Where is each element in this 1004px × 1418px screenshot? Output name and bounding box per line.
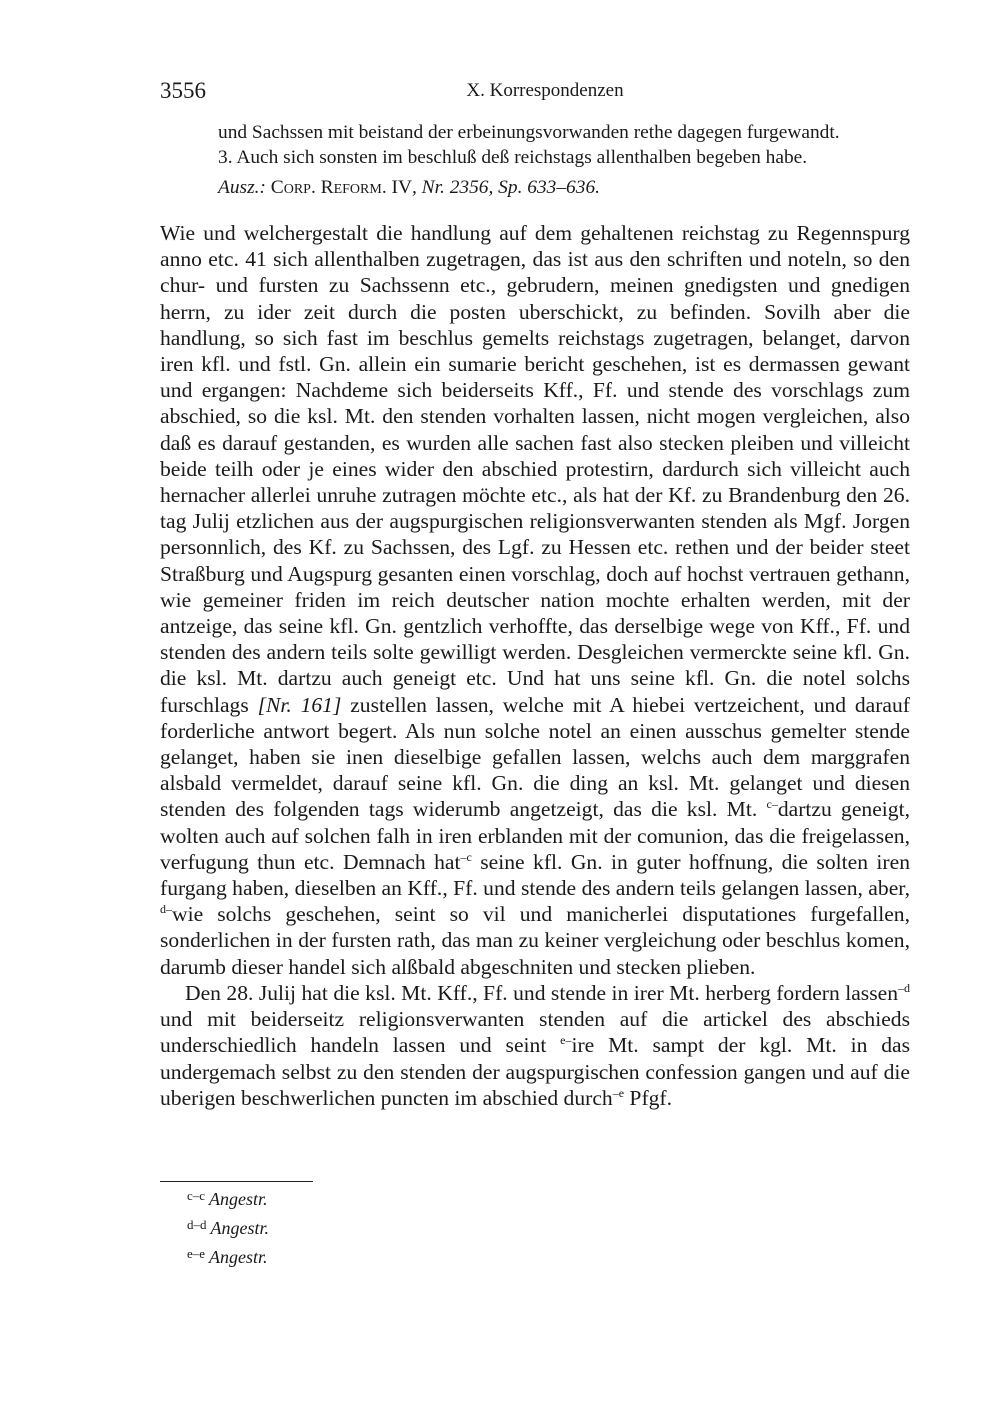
- footnote-c: [187, 1183, 269, 1212]
- document-summary: [218, 121, 918, 201]
- paragraph-2-text-b: und mit beiderseitz religionsverwanten stenden auf die artickel des abschieds underschiedlich handeln lassen und seint: [160, 1007, 910, 1058]
- footnote-d-text: Angestr.: [210, 1218, 269, 1238]
- source-detail: , Nr. 2356, Sp. 633–636.: [411, 177, 600, 198]
- paragraph-1: [160, 220, 910, 980]
- paragraph-2-text-d: Pfgf.: [624, 1085, 673, 1110]
- footnote-e: [187, 1241, 269, 1270]
- paragraph-1-text-c: dartzu geneigt, wolten auch auf solchen falh in iren erblanden mit der comunion, das die freigelassen, verfugung thun etc. Demnach hat: [160, 797, 910, 874]
- footnote-c-text: Angestr.: [209, 1189, 268, 1209]
- footnote-marker-e-close: –e: [612, 1085, 625, 1100]
- paragraph-2-text-a: Den 28. Julij hat die ksl. Mt. Kff., Ff. und stende in irer Mt. herberg fordern lassen: [185, 980, 898, 1005]
- footnote-d: [187, 1212, 269, 1241]
- footnote-marker-c-open: c–: [766, 797, 778, 812]
- footnote-divider: [160, 1181, 313, 1182]
- paragraph-2-text-c: ire Mt. sampt der kgl. Mt. in das undergemach selbst zu den stenden der augspurgischen confession gangen und auf die uberigen beschwerlichen puncten im abschied durch: [160, 1033, 910, 1110]
- paragraph-1-text-b: zustellen lassen, welche mit A hiebei vertzeichent, und darauf forderliche antwort begert. Als nun solche notel an einen ausschus gemelter stende gelanget, haben sie inen dieselbige gefallen lassen, welchs auch dem marggrafen alsbald vermeldet, darauf seine kfl. Gn. die ding an ksl. Mt. gelanget und diesen stenden des folgenden tags widerumb angetzeigt, das die ksl. Mt.: [160, 692, 910, 822]
- source-label: Ausz.:: [218, 177, 266, 198]
- paragraph-1-text-e: wie solchs geschehen, seint so vil und manicherlei disputationes furgefallen, sonderlichen in der fursten rath, das man zu keiner vergleichung oder beschlus komen, darumb dieser handel sich alßbald abgeschniten und stecken plieben.: [160, 902, 910, 979]
- summary-line-2: 3. Auch sich sonsten im beschluß deß reichstags allenthalben begeben habe.: [218, 146, 808, 168]
- source-reference: Corp. Reform. IV: [270, 177, 412, 198]
- footnote-marker-d-close: –d: [898, 980, 910, 995]
- footnote-marker-d-open: d–: [160, 902, 172, 917]
- source-citation: [218, 176, 918, 201]
- paragraph-1-text-a: Wie und welchergestalt die handlung auf dem gehaltenen reichstag zu Regennspurg anno etc. 41 sich allenthalben zugetragen, das ist aus den schriften und noteln, so den chur- und fursten zu Sachssenn etc., gebrudern, meinen gnedigsten und gnedigen herrn, zu ider zeit durch die posten uberschickt, zu befinden. Sovilh aber die handlung, so sich fast im beschlus gemelts reichstags zugetragen, belanget, darvon iren kfl. und fstl. Gn. allein ein sumarie bericht geschehen, ist es dermassen gewant und ergangen: Nachdeme sich beiderseits Kff., Ff. und stende des vorschlags zum abschied, so die ksl. Mt. den stenden vorhalten lassen, nicht mogen vergleichen, also daß es darauf gestanden, es wurden alle sachen fast also stecken pleiben und villeicht beide teilh oder je eines wider den abschied protestirn, dardurch sich villeicht auch hernacher allerlei unruhe zutragen möchte etc., als hat der Kf. zu Brandenburg den 26. tag Julij etzlichen aus der augspurgischen religionsverwanten stenden als Mgf. Jorgen personnlich, des Kf. zu Sachssen, des Lgf. zu Hessen etc. rethen und der beider steet Straßburg und Augspurg gesanten einen vorschlag, doch auf hochst vertrauen gethann, wie gemeiner friden im reich deutscher nation mochte erhalten werden, mit der antzeige, das seine kfl. Gn. gentzlich verhoffte, das derselbige wege von Kff., Ff. und stenden des andern teils solte gewilligt werden. Desgleichen vermerckte seine kfl. Gn. die ksl. Mt. dartzu auch geneigt etc. Und hat uns seine kfl. Gn. die notel solchs furschlags: [160, 221, 910, 717]
- summary-line-1: und Sachssen mit beistand der erbeinungsvorwanden rethe dagegen furgewandt.: [218, 122, 840, 143]
- footnote-e-mark: e–e: [187, 1246, 206, 1261]
- page-header: [160, 78, 910, 108]
- footnotes: [187, 1183, 269, 1270]
- main-text: [160, 220, 910, 1111]
- footnote-c-mark: c–c: [187, 1188, 206, 1203]
- footnote-marker-c-close: –c: [460, 849, 472, 864]
- running-title: X. Korrespondenzen: [466, 80, 624, 101]
- footnote-marker-e-open: e–: [560, 1033, 572, 1048]
- paragraph-2: [160, 980, 910, 1111]
- document-reference: [Nr. 161]: [257, 692, 342, 717]
- footnote-d-mark: d–d: [187, 1217, 207, 1232]
- page-number: 3556: [160, 78, 206, 103]
- paragraph-1-text-d: seine kfl. Gn. in guter hoffnung, die solten iren furgang haben, dieselben an Kff., Ff. und stende des andern teils gelangen lassen, aber,: [160, 849, 910, 901]
- footnote-e-text: Angestr.: [209, 1247, 268, 1267]
